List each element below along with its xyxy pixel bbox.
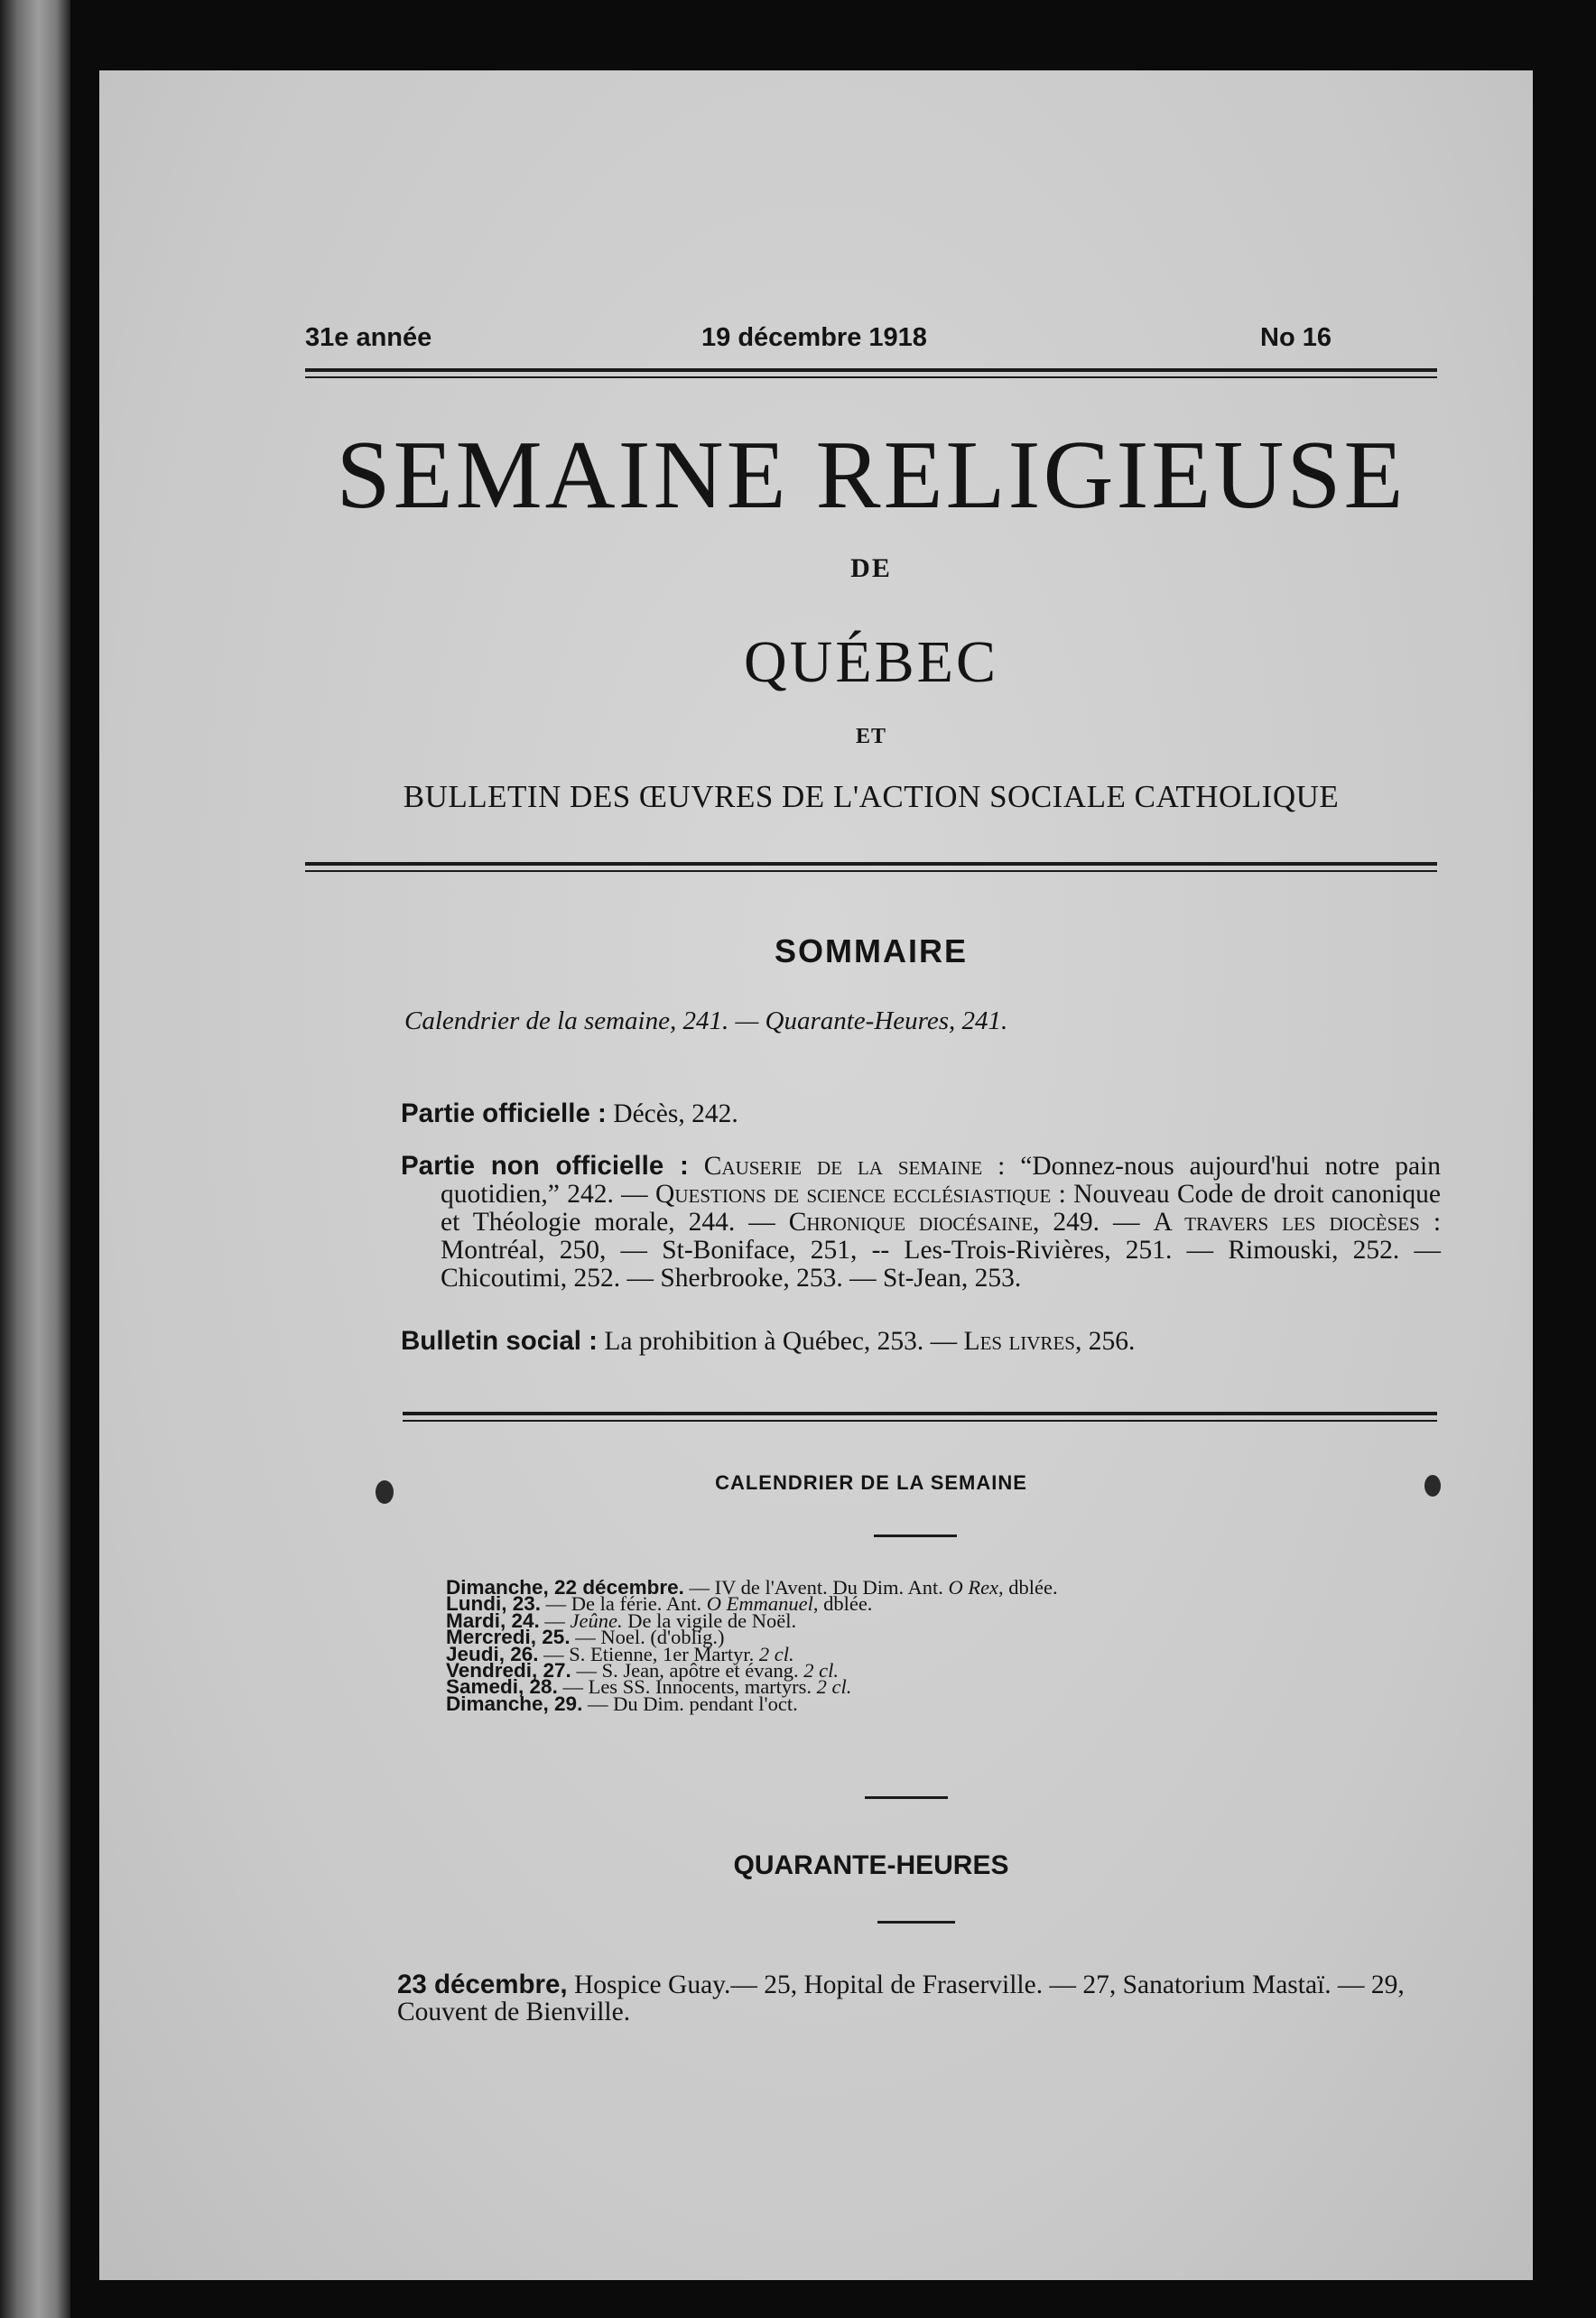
document-page (99, 70, 1533, 2280)
calendrier-tail: De la vigile de Noël. (622, 1609, 797, 1632)
calendrier-day: Jeudi, 26. (446, 1642, 539, 1665)
calendrier-emphasis: O Rex (948, 1576, 999, 1599)
calendrier-entry: — Les SS. Innocents, martyrs. (557, 1675, 817, 1699)
quarante-heures-date: 23 décembre, (397, 1970, 568, 1999)
calendrier-emphasis: 2 cl. (758, 1642, 794, 1665)
year-label: 31e année (305, 323, 432, 352)
calendrier-day: Lundi, 23. (446, 1592, 542, 1616)
calendrier-entry: — (539, 1609, 571, 1632)
calendrier-day: Vendredi, 27. (446, 1659, 571, 1683)
calendrier-day: Dimanche, 29. (446, 1692, 583, 1715)
causerie-text: : “Donnez-nous aujourd'hui notre pain quotidien,” 242. — (441, 1152, 1441, 1209)
calendrier-entry: — S. Etienne, 1er Martyr. (538, 1642, 759, 1665)
calendrier-list (446, 1576, 1058, 1715)
publication-title: SEMAINE RELIGIEUSE (336, 422, 1406, 529)
sommaire-calendar-line: Calendrier de la semaine, 241. — Quarante-Heures, 241. (404, 1006, 1008, 1035)
quarante-heures-heading: QUARANTE-HEURES (733, 1850, 1009, 1880)
travers-text: : Montréal, 250, — St-Boniface, 251, -- Les-Trois-Rivières, 251. — Rimouski, 252. — Chicoutimi, 252. — Sherbrooke, 253. — St-Jean, 253. (441, 1208, 1442, 1293)
sommaire-heading: SOMMAIRE (775, 932, 968, 969)
issue-date: 19 décembre 1918 (701, 323, 927, 352)
chronique-heading: Chronique diocésaine (788, 1208, 1034, 1237)
calendrier-entry: — Noel. (d'oblig.) (570, 1626, 725, 1649)
masthead-bulletin: BULLETIN DES ŒUVRES DE L'ACTION SOCIALE CATHOLIQUE (403, 779, 1340, 814)
calendrier-emphasis: 2 cl. (803, 1659, 839, 1683)
quarante-heures-text (397, 1971, 1441, 2026)
calendrier-entry: — De la férie. Ant. (541, 1592, 707, 1616)
calendrier-end-rule (865, 1796, 948, 1799)
livres-heading: Les livres (963, 1327, 1075, 1356)
header-rule (305, 368, 1437, 378)
officielle-text: Décès, 242. (613, 1099, 738, 1128)
causerie-heading: Causerie de la semaine (703, 1152, 983, 1181)
calendrier-rule (874, 1535, 957, 1537)
adjacent-page-edge (0, 0, 70, 2318)
calendrier-day: Samedi, 28. (446, 1675, 558, 1699)
calendrier-entry: — Du Dim. pendant l'oct. (582, 1692, 798, 1715)
calendrier-tail: , dblée. (812, 1592, 873, 1616)
calendrier-emphasis: O Emmanuel (706, 1592, 813, 1616)
masthead-de: DE (850, 553, 892, 583)
non-officielle-label: Partie non officielle : (401, 1151, 689, 1181)
bulletin-social (401, 1327, 1441, 1356)
calendrier-emphasis: 2 cl. (816, 1675, 852, 1699)
calendrier-emphasis: Jeûne. (570, 1609, 623, 1632)
calendrier-entry: — IV de l'Avent. Du Dim. Ant. (683, 1576, 949, 1599)
sommaire-rule (403, 1412, 1437, 1422)
partie-non-officielle (401, 1152, 1441, 1293)
quarante-heures-body: Hospice Guay.— 25, Hopital de Fraserville. — 27, Sanatorium Mastaï. — 29, Couvent de Bienville. (397, 1970, 1405, 2026)
chronique-text: , 249. — (1033, 1208, 1154, 1237)
quarante-heures-rule (877, 1921, 955, 1924)
livres-text: , 256. (1074, 1327, 1136, 1356)
calendrier-tail: , dblée. (998, 1576, 1058, 1599)
calendrier-day: Dimanche, 22 décembre. (446, 1576, 684, 1599)
questions-text: : Nouveau Code de droit canonique et Théologie morale, 244. — (441, 1180, 1441, 1237)
social-text: La prohibition à Québec, 253. — (604, 1327, 964, 1356)
calendrier-row (446, 1692, 1058, 1715)
calendrier-day: Mardi, 24. (446, 1609, 540, 1632)
travers-heading: A travers les diocèses (1153, 1208, 1420, 1237)
calendrier-heading: CALENDRIER DE LA SEMAINE (715, 1471, 1027, 1494)
masthead-et: ET (855, 725, 886, 748)
calendrier-entry: — S. Jean, apôtre et évang. (571, 1659, 804, 1683)
social-label: Bulletin social : (401, 1326, 598, 1356)
masthead-rule (305, 862, 1437, 872)
calendrier-day: Mercredi, 25. (446, 1626, 571, 1649)
masthead-city: QUÉBEC (744, 629, 998, 695)
issue-number: No 16 (1260, 323, 1332, 352)
questions-heading: Questions de science ecclésiastique (655, 1180, 1052, 1209)
officielle-label: Partie officielle : (401, 1099, 607, 1128)
partie-officielle (401, 1099, 1441, 1128)
